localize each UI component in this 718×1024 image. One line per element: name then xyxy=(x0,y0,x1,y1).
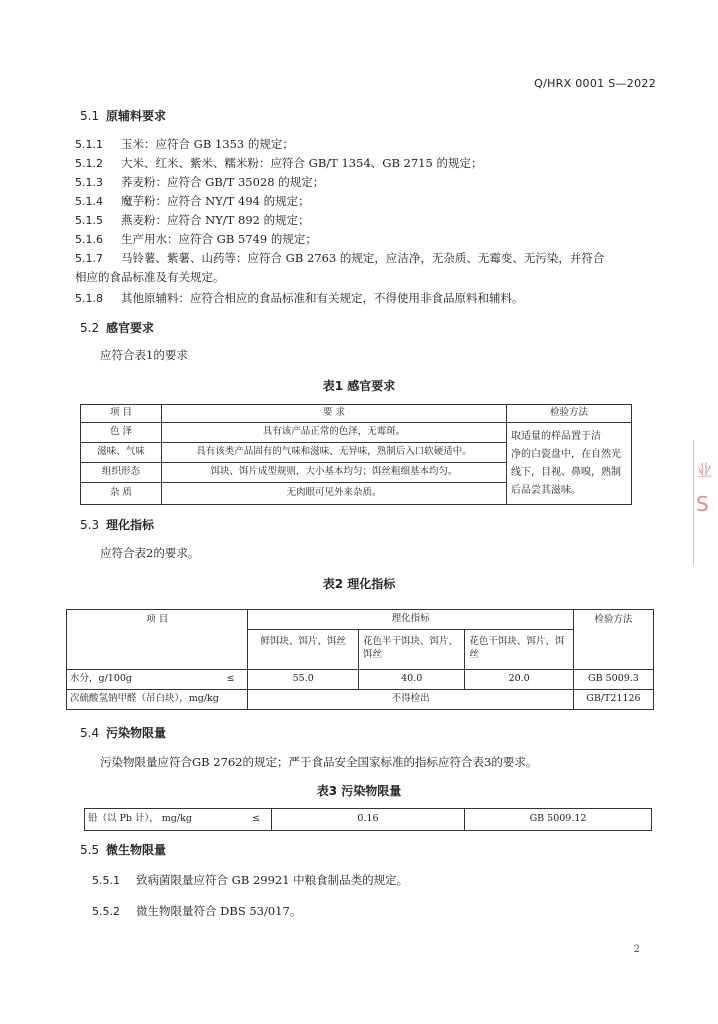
stamp-edge xyxy=(693,440,718,565)
t2-sub-dry: 花色干饵块、饵片、饵丝 xyxy=(465,630,573,670)
t1-item-texture: 组织形态 xyxy=(81,463,162,483)
clause-5-1-3: 5.1.3 荞麦粉：应符合 GB/T 35028 的规定； xyxy=(75,175,325,189)
stamp-char-2: S xyxy=(696,492,709,516)
t1-item-color: 色 泽 xyxy=(81,423,162,443)
t2-moisture-fresh: 55.0 xyxy=(248,670,359,690)
t2-header-item: 项 目 xyxy=(67,610,248,670)
t1-header-requirement: 要 求 xyxy=(162,405,507,423)
t1-header-method: 检验方法 xyxy=(507,405,632,423)
t1-req-texture: 饵块、饵片成型规则，大小基本均匀；饵丝粗细基本均匀。 xyxy=(162,463,507,483)
table-2-physicochemical xyxy=(66,609,654,710)
table-1-sensory xyxy=(80,404,632,505)
stamp-char-1: 业 xyxy=(696,461,713,480)
section-5-5-heading: 5.5 微生物限量 xyxy=(80,843,167,857)
section-5-2-text: 应符合表1的要求 xyxy=(100,348,188,362)
t1-method-cell: 取适量的样品置于洁 净的白瓷盘中，在自然光 线下，目视、鼻嗅，熟制 后品尝其滋味。 xyxy=(507,423,632,505)
t2-sub-fresh: 鲜饵块、饵片、饵丝 xyxy=(248,630,359,670)
clause-5-1-6: 5.1.6 生产用水：应符合 GB 5749 的规定； xyxy=(75,232,317,246)
clause-5-1-4: 5.1.4 魔芋粉：应符合 NY/T 494 的规定； xyxy=(75,194,310,208)
t1-req-taste: 具有该类产品固有的气味和滋味、无异味，熟制后入口软硬适中。 xyxy=(162,443,507,463)
t1-item-taste: 滋味、气味 xyxy=(81,443,162,463)
t2-rongalite-value: 不得检出 xyxy=(248,690,573,710)
clause-5-5-2: 5.5.2 微生物限量符合 DBS 53/017。 xyxy=(92,904,302,918)
t2-moisture-method: GB 5009.3 xyxy=(573,670,653,690)
table-3-caption: 表3 污染物限量 xyxy=(316,784,402,798)
t2-moisture-semi-dry: 40.0 xyxy=(358,670,464,690)
t1-item-impurity: 杂 质 xyxy=(81,483,162,505)
section-5-4-text: 污染物限量应符合GB 2762的规定；严于食品安全国家标准的指标应符合表3的要求。 xyxy=(100,755,538,769)
clause-5-1-8: 5.1.8 其他原辅料：应符合相应的食品标准和有关规定，不得使用非食品原料和辅料。 xyxy=(75,291,524,305)
document-code: Q/HRX 0001 S—2022 xyxy=(534,77,656,90)
t2-moisture-dry: 20.0 xyxy=(465,670,573,690)
t2-header-index: 理化指标 xyxy=(248,610,573,630)
t3-lead-method: GB 5009.12 xyxy=(465,809,652,831)
section-5-1-heading: 5.1 原辅料要求 xyxy=(80,109,167,123)
section-5-3-heading: 5.3 理化指标 xyxy=(80,518,155,532)
t1-header-item: 项 目 xyxy=(81,405,162,423)
clause-5-1-1: 5.1.1 玉米：应符合 GB 1353 的规定； xyxy=(75,137,294,151)
table-3-contaminants xyxy=(84,808,652,831)
section-5-2-heading: 5.2 感官要求 xyxy=(80,321,155,335)
clause-5-1-2: 5.1.2 大米、红米、紫米、糯米粉：应符合 GB/T 1354、GB 2715 的规定； xyxy=(75,156,483,170)
clause-5-5-1: 5.5.1 致病菌限量应符合 GB 29921 中粮食制品类的规定。 xyxy=(92,873,409,887)
t1-req-color: 具有该产品正常的色泽，无霉斑。 xyxy=(162,423,507,443)
clause-5-1-7: 5.1.7 马铃薯、紫薯、山药等：应符合 GB 2763 的规定，应洁净，无杂质、无霉变、无污染，并符合 xyxy=(75,251,605,265)
table-1-caption: 表1 感官要求 xyxy=(322,379,396,393)
t3-lead-value: 0.16 xyxy=(272,809,465,831)
t3-item-lead: 铅（以 Pb 计）， mg/kg ≤ xyxy=(85,809,272,831)
t2-row-moisture: 水分，g/100g ≤ xyxy=(67,670,248,690)
clause-5-1-5: 5.1.5 燕麦粉：应符合 NY/T 892 的规定； xyxy=(75,213,310,227)
t2-row-rongalite: 次硫酸氢钠甲醛（吊白块），mg/kg xyxy=(67,690,248,710)
table-2-caption: 表2 理化指标 xyxy=(322,577,396,591)
t2-rongalite-method: GB/T21126 xyxy=(573,690,653,710)
clause-5-1-7-continued: 相应的食品标准及有关规定。 xyxy=(75,270,225,284)
t2-header-method: 检验方法 xyxy=(573,610,653,670)
section-5-4-heading: 5.4 污染物限量 xyxy=(80,726,167,740)
t1-req-impurity: 无肉眼可见外来杂质。 xyxy=(162,483,507,505)
t2-sub-semi-dry: 花色半干饵块、饵片、饵丝 xyxy=(358,630,464,670)
section-5-3-text: 应符合表2的要求。 xyxy=(100,546,200,560)
page-number: 2 xyxy=(633,944,640,955)
